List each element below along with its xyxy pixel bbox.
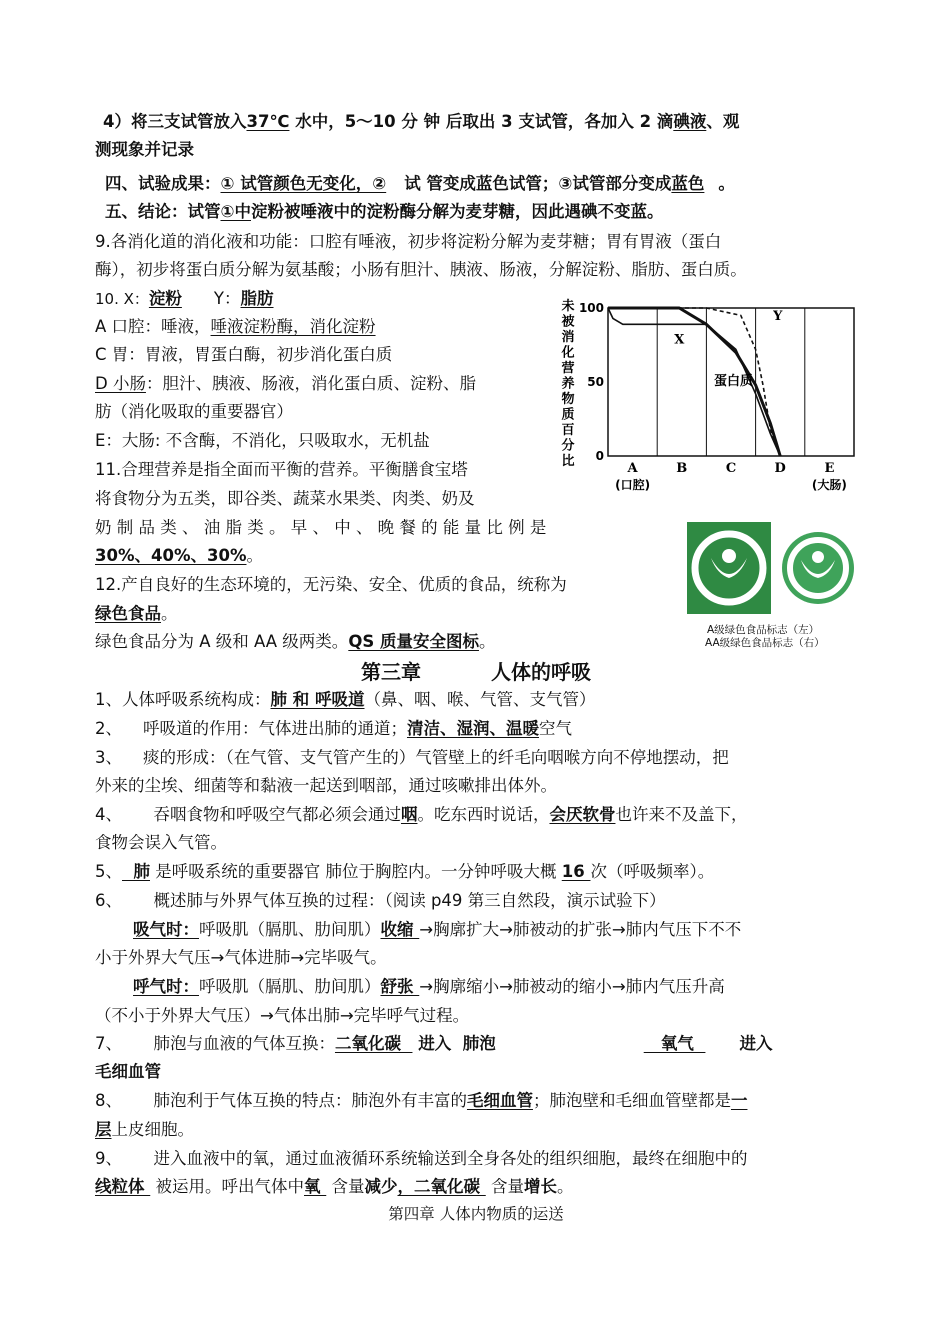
item10-mouth: A 口腔：唾液，唾液淀粉酶，消化淀粉 xyxy=(95,317,376,336)
conclusion-line: 五、结论：试管①中淀粉被唾液中的淀粉酶分解为麦芽糖，因此遇碘不变蓝。 xyxy=(105,202,664,221)
y-axis-label-char: 营 xyxy=(561,361,575,376)
item10-stomach: C 胃：胃液，胃蛋白酶，初步消化蛋白质 xyxy=(95,345,393,364)
resp-item-5: 5、 肺 是呼吸系统的重要器官 肺位于胸腔内。一分钟呼吸大概 16 次（呼吸频率）。 xyxy=(95,862,715,881)
resp-item-8: 8、 肺泡利于气体互换的特点：肺泡外有丰富的毛细血管；肺泡壁和毛细血管壁都是一 xyxy=(95,1091,748,1110)
y-axis-label-char: 分 xyxy=(561,438,575,454)
item10-large-intestine: E：大肠: 不含酶，不消化，只吸取水，无机盐 xyxy=(95,431,430,450)
resp-item-4-cont: 食物会误入气管。 xyxy=(95,833,227,852)
y-axis-label-char: 养 xyxy=(561,376,575,392)
resp-item-1: 1、人体呼吸系统构成：肺 和 呼吸道（鼻、咽、喉、气管、支气管） xyxy=(95,690,596,709)
resp-item-3: 3、 痰的形成：（在气管、支气管产生的）气管壁上的纤毛向咽喉方向不停地摆动，把 xyxy=(95,748,729,767)
resp-item-7: 7、 肺泡与血液的气体互换：二氧化碳 进入 肺泡 氧气 进入 xyxy=(95,1034,773,1053)
y-tick-label: 0 xyxy=(595,449,604,463)
y-axis-label-char: 化 xyxy=(561,345,575,361)
x-tick-label: D xyxy=(774,461,786,476)
series-label-蛋白质: 蛋白质 xyxy=(713,373,753,389)
resp-item-3-cont: 外来的尘埃、细菌等和黏液一起送到咽部，通过咳嗽排出体外。 xyxy=(95,776,557,795)
series-label-Y: Y xyxy=(773,308,783,324)
series-label-X: X xyxy=(674,332,685,348)
exhale-line: 呼气时：呼吸肌（膈肌、肋间肌）舒张 →胸廓缩小→肺被动的缩小→肺内气压升高 xyxy=(133,977,725,996)
logo-aa-sun xyxy=(812,551,824,563)
logo-caption-a: A级绿色食品标志（左） xyxy=(707,624,820,636)
item11-line-3: 奶 制 品 类 、 油 脂 类 。 早 、 中 、 晚 餐 的 能 量 比 例 是 xyxy=(95,518,547,537)
item9-line-2: 酶），初步将蛋白质分解为氨基酸；小肠有胆汁、胰液、肠液，分解淀粉、脂肪、蛋白质。 xyxy=(95,260,747,279)
chapter3-title: 第三章 人体的呼吸 xyxy=(361,660,591,684)
green-food-marks xyxy=(685,520,860,620)
item10-xy: 10. X：淀粉 Y：脂肪 xyxy=(95,289,274,308)
y-axis-label-char: 物 xyxy=(561,392,575,407)
inhale-line-2: 小于外界大气压→气体进肺→完毕吸气。 xyxy=(95,948,387,967)
series-line-蛋白质 xyxy=(608,308,780,456)
resp-item-4: 4、 吞咽食物和呼吸空气都必须会通过咽。吃东西时说话，会厌软骨也许来不及盖下， xyxy=(95,805,748,824)
logo-a-sun xyxy=(722,549,736,563)
resp-item-6: 6、 概述肺与外界气体互换的过程：（阅读 p49 第三自然段，演示试验下） xyxy=(95,891,666,910)
exhale-line-2: （不小于外界大气压）→气体出肺→完毕呼气过程。 xyxy=(95,1006,470,1025)
green-food-logo xyxy=(685,520,860,655)
resp-item-2: 2、 呼吸道的作用：气体进出肺的通道；清洁、湿润、温暖空气 xyxy=(95,719,572,738)
y-axis-label-char: 消 xyxy=(561,330,575,345)
step4-line: 4）将三支试管放入37℃ 水中，5～10 分 钟 后取出 3 支试管，各加入 2 滴碘液、观 xyxy=(103,112,740,131)
item11-ratio: 30%、40%、30%。 xyxy=(95,546,263,565)
chapter4-title: 第四章 人体内物质的运送 xyxy=(388,1205,564,1223)
step4-line-2: 测现象并记录 xyxy=(95,140,194,159)
x-tick-label: C xyxy=(725,461,737,476)
x-tick-note: (口腔) xyxy=(615,478,651,492)
item10-small-intestine: D 小肠：胆汁、胰液、肠液，消化蛋白质、淀粉、脂 xyxy=(95,374,476,393)
y-tick-label: 100 xyxy=(578,301,604,315)
item11-line-1: 11.合理营养是指全面而平衡的营养。平衡膳食宝塔 xyxy=(95,460,468,479)
x-tick-label: A xyxy=(627,461,638,476)
y-axis-label-char: 质 xyxy=(561,407,575,423)
y-tick-label: 50 xyxy=(587,375,604,389)
item11-line-2: 将食物分为五类，即谷类、蔬菜水果类、肉类、奶及 xyxy=(95,489,475,508)
y-axis-label-char: 百 xyxy=(561,423,575,438)
inhale-line: 吸气时：呼吸肌（膈肌、肋间肌）收缩 →胸廓扩大→肺被动的扩张→肺内气压下不不 xyxy=(133,920,742,939)
resp-item-8-cont: 层上皮细胞。 xyxy=(95,1120,194,1139)
x-tick-note: (大肠) xyxy=(811,478,847,492)
y-axis-label xyxy=(560,298,574,469)
y-axis-label-char: 未 xyxy=(561,299,575,314)
y-axis-label-char: 比 xyxy=(561,454,575,469)
digestion-chart xyxy=(558,296,858,501)
y-axis-label-char: 被 xyxy=(561,314,575,330)
resp-item-9: 9、 进入血液中的氧，通过血液循环系统输送到全身各处的组织细胞，最终在细胞中的 xyxy=(95,1149,748,1168)
item9-line-1: 9.各消化道的消化液和功能：口腔有唾液，初步将淀粉分解为麦芽糖；胃有胃液（蛋白 xyxy=(95,232,722,251)
item12-green-food: 绿色食品。 xyxy=(95,604,178,623)
item12-grades: 绿色食品分为 A 级和 AA 级两类。QS 质量安全图标。 xyxy=(95,632,496,651)
item10-small-intestine-2: 肪（消化吸取的重要器官） xyxy=(95,402,293,421)
item12-line-1: 12.产自良好的生态环境的，无污染、安全、优质的食品，统称为 xyxy=(95,575,567,594)
x-tick-label: E xyxy=(824,461,835,476)
x-tick-label: B xyxy=(676,461,688,476)
results-line: 四、试验成果：① 试管颜色无变化，② 试 管变成蓝色试管；③试管部分变成蓝色 。 xyxy=(105,174,735,193)
resp-item-9-cont: 线粒体 被运用。呼出气体中氧 含量减少，二氧化碳 含量增长。 xyxy=(95,1177,574,1196)
logo-caption-aa: AA级绿色食品标志（右） xyxy=(705,637,825,649)
resp-item-7-cont: 毛细血管 xyxy=(95,1062,161,1081)
